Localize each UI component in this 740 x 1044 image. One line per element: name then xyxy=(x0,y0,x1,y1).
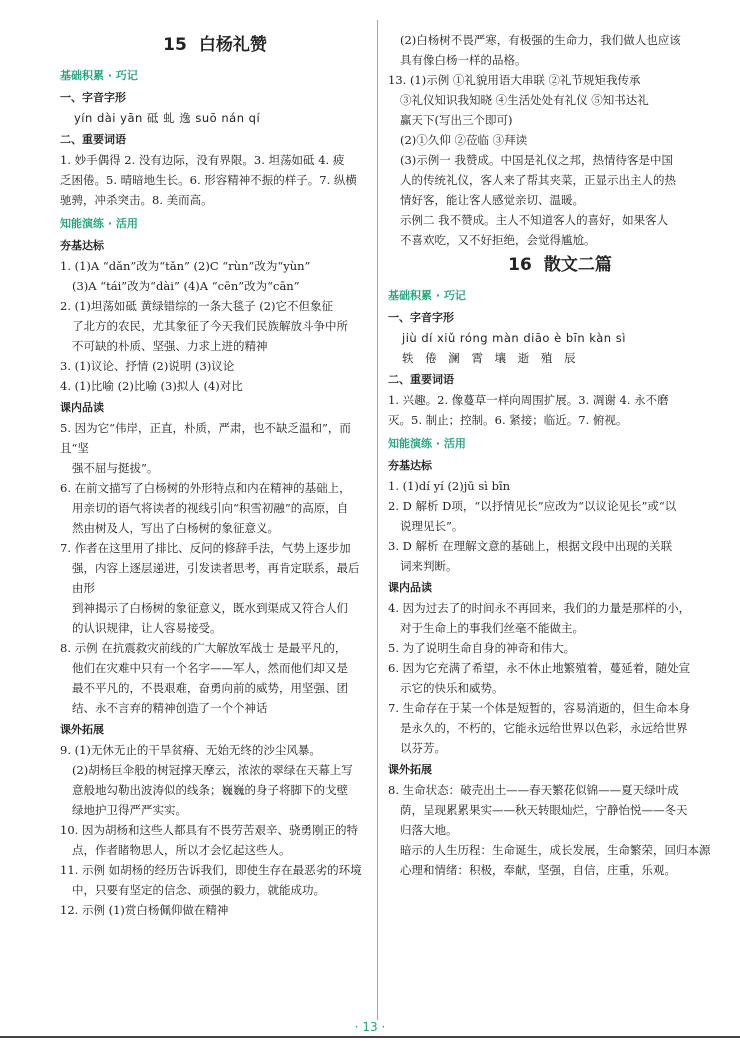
text-line: 的认识规律，让人容易接受。 xyxy=(72,621,222,635)
answers-block-c xyxy=(60,740,370,920)
subheading: 课外拓展 xyxy=(388,763,432,776)
text-line: 8. 生命状态：破壳出土——春天繁花似锦——夏天绿叶成 xyxy=(388,783,679,797)
subheading: 一、字音字形 xyxy=(60,91,126,104)
text-line: 5. 为了说明生命自身的神奇和伟大。 xyxy=(388,641,576,655)
text-line: 8. 示例 在抗震救灾前线的广大解放军战士 是最平凡的， xyxy=(60,641,347,655)
text-line: 1. 兴趣。2. 像蔓草一样向周围扩展。3. 凋谢 4. 永不磨 xyxy=(388,393,669,407)
text-line: (2)白杨树不畏严寒，有极强的生命力，我们做人也应该 xyxy=(400,33,681,47)
text-line: 归落大地。 xyxy=(400,823,458,837)
text-line: 5. 因为它“伟岸，正直，朴质，严肃，也不缺乏温和”，而且“坚 xyxy=(60,421,351,455)
section-label: 基础积累 · 巧记 xyxy=(60,69,138,82)
text-line: 绿地护卫得严严实实。 xyxy=(72,803,187,817)
text-line: 心理和情绪：积极，奉献，坚强，自信，庄重，乐观。 xyxy=(400,863,676,877)
text-line: 暗示的人生历程：生命诞生，成长发展，生命繁荣，回归本源 xyxy=(400,843,711,857)
text-line: 灭。5. 制止；控制。6. 紧接；临近。7. 俯视。 xyxy=(388,413,628,427)
vocab-block xyxy=(388,390,732,430)
subheading: 夯基达标 xyxy=(60,239,104,252)
text-line: 2. D 解析 D项，“以抒情见长”应改为“以议论见长”或“以 xyxy=(388,499,677,513)
text-line: ③礼仪知识我知晓 ④生活处处有礼仪 ⑤知书达礼 xyxy=(400,93,649,107)
text-line: 示它的快乐和威势。 xyxy=(400,681,504,695)
lesson-title-15: 15 白杨礼赞 xyxy=(163,35,267,55)
answers-block-b xyxy=(388,598,732,758)
text-line: 荫，呈现累累果实——秋天转眼灿烂，宁静怡悦——冬天 xyxy=(400,803,688,817)
text-line: 对于生命上的事我们丝毫不能做主。 xyxy=(400,621,584,635)
text-line: 他们在灾难中只有一个名字——军人，然而他们却又是 xyxy=(72,661,348,675)
text-line: 强不屈与挺拔”。 xyxy=(72,461,159,475)
text-line: 3. (1)议论、抒情 (2)说明 (3)议论 xyxy=(60,359,235,373)
text-line: 用亲切的语气将读者的视线引向“积雪初融”的高原，自 xyxy=(72,501,349,515)
text-line: 乏困倦。5. 晴暗地生长。6. 形容精神不振的样子。7. 纵横 xyxy=(60,173,357,187)
lesson-title-16: 16 散文二篇 xyxy=(508,255,612,275)
text-line: 1. (1)dí yí (2)jū sì bīn xyxy=(388,479,511,493)
pinyin-line: jiù dí xiǔ róng màn diāo è bīn kàn sì xyxy=(402,331,626,345)
right-column xyxy=(388,30,732,880)
text-line: 7. 生命存在于某一个体是短暂的，容易消逝的，但生命本身 xyxy=(388,701,691,715)
text-line: (2)①久仰 ②莅临 ③拜读 xyxy=(400,133,528,147)
answers-block-b xyxy=(60,418,370,718)
text-line: 9. (1)无休无止的干旱贫瘠、无始无终的沙尘风暴。 xyxy=(60,743,321,757)
answers-block-a xyxy=(388,476,732,576)
text-line: 点，作者睹物思人，所以才会忆起这些人。 xyxy=(72,843,291,857)
text-line: 以芬芳。 xyxy=(400,741,446,755)
text-line: 然由树及人，写出了白杨树的象征意义。 xyxy=(72,521,279,535)
subheading: 课内品读 xyxy=(60,401,104,414)
text-line: 是永久的，不朽的，它能永远给世界以色彩，永远给世界 xyxy=(400,721,688,735)
text-line: 4. 因为过去了的时间永不再回来，我们的力量是那样的小， xyxy=(388,601,691,615)
text-line: (2)胡杨巨伞般的树冠撑天摩云，浓浓的翠绿在天幕上写 xyxy=(72,763,353,777)
section-label: 知能演练 · 活用 xyxy=(388,437,466,450)
section-label: 知能演练 · 活用 xyxy=(60,217,138,230)
text-line: 7. 作者在这里用了排比、反问的修辞手法，气势上逐步加 xyxy=(60,541,351,555)
text-line: 中，只要有坚定的信念、顽强的毅力，就能成功。 xyxy=(72,883,325,897)
left-column xyxy=(60,30,370,920)
text-line: 2. (1)坦荡如砥 黄绿错综的一条大毯子 (2)它不但象征 xyxy=(60,299,334,313)
text-line: 结、永不言弃的精神创造了一个个神话 xyxy=(72,701,268,715)
pinyin-line: yín dài yān 砥 虬 逸 suō nán qí xyxy=(74,111,261,125)
subheading: 课外拓展 xyxy=(60,723,104,736)
text-line: (3)A “tái”改为“dài” (4)A “cēn”改为“cān” xyxy=(72,279,300,293)
text-line: 13. (1)示例 ①礼貌用语大串联 ②礼节规矩我传承 xyxy=(388,73,641,87)
subheading: 二、重要词语 xyxy=(60,133,126,146)
text-line: 情好客，能让客人感觉亲切、温暖。 xyxy=(400,193,584,207)
text-line: 赢天下(写出三个即可) xyxy=(400,113,513,127)
footer-rule xyxy=(0,1036,740,1038)
text-line: 6. 因为它充满了希望，永不休止地繁殖着，蔓延着，随处宣 xyxy=(388,661,691,675)
text-line: 4. (1)比喻 (2)比喻 (3)拟人 (4)对比 xyxy=(60,379,243,393)
column-divider xyxy=(377,20,378,1020)
subheading: 夯基达标 xyxy=(388,459,432,472)
text-line: 人的传统礼仪，客人来了帮其夹菜，正显示出主人的热 xyxy=(400,173,676,187)
text-line: 到神揭示了白杨树的象征意义，既水到渠成又符合人们 xyxy=(72,601,348,615)
text-line: 1. 妙手偶得 2. 没有边际，没有界限。3. 坦荡如砥 4. 疲 xyxy=(60,153,345,167)
text-line: 驰骋，冲杀突击。8. 美而高。 xyxy=(60,193,213,207)
text-line: 6. 在前文描写了白杨树的外形特点和内在精神的基础上， xyxy=(60,481,351,495)
text-line: 10. 因为胡杨和这些人都具有不畏劳苦艰辛、骁勇刚正的特 xyxy=(60,823,358,837)
text-line: 最不平凡的，不畏艰难，奋勇向前的威势，用坚强、团 xyxy=(72,681,348,695)
text-line: 3. D 解析 在理解文意的基础上，根据文段中出现的关联 xyxy=(388,539,673,553)
text-line: (3)示例一 我赞成。中国是礼仪之邦，热情待客是中国 xyxy=(400,153,673,167)
text-line: 1. (1)A “dǎn”改为“tǎn” (2)C “rùn”改为“yùn” xyxy=(60,259,311,273)
text-line: 示例二 我不赞成。主人不知道客人的喜好，如果客人 xyxy=(400,213,669,227)
text-line: 不喜欢吃，又不好拒绝，会觉得尴尬。 xyxy=(400,233,596,247)
section-label: 基础积累 · 巧记 xyxy=(388,289,466,302)
text-line: 强，内容上逐层递进，引发读者思考，再肯定联系，最后由形 xyxy=(72,561,360,595)
answers-block-a xyxy=(60,256,370,396)
text-line: 了北方的农民，尤其象征了今天我们民族解放斗争中所 xyxy=(72,319,348,333)
text-line: 说理见长”。 xyxy=(400,519,464,533)
subheading: 课内品读 xyxy=(388,581,432,594)
text-line: 具有像白杨一样的品格。 xyxy=(400,53,527,67)
answers-block-c xyxy=(388,780,732,880)
subheading: 一、字音字形 xyxy=(388,311,454,324)
text-line: 不可缺的朴质、坚强、力求上进的精神 xyxy=(72,339,268,353)
text-line: 12. 示例 (1)赏白杨佩仰做在精神 xyxy=(60,903,229,917)
answers-top xyxy=(388,30,732,250)
vocab-block xyxy=(60,150,370,210)
text-line: 意般地勾勒出波涛似的线条；巍巍的身子将脚下的戈壁 xyxy=(72,783,348,797)
text-line: 11. 示例 如胡杨的经历告诉我们，即使生存在最恶劣的环境 xyxy=(60,863,362,877)
text-line: 词来判断。 xyxy=(400,559,458,573)
subheading: 二、重要词语 xyxy=(388,373,454,386)
characters-line: 轶 倦 澜 霄 壤 逝 殖 辰 xyxy=(402,351,580,365)
page-number: · 13 · xyxy=(354,1020,386,1034)
